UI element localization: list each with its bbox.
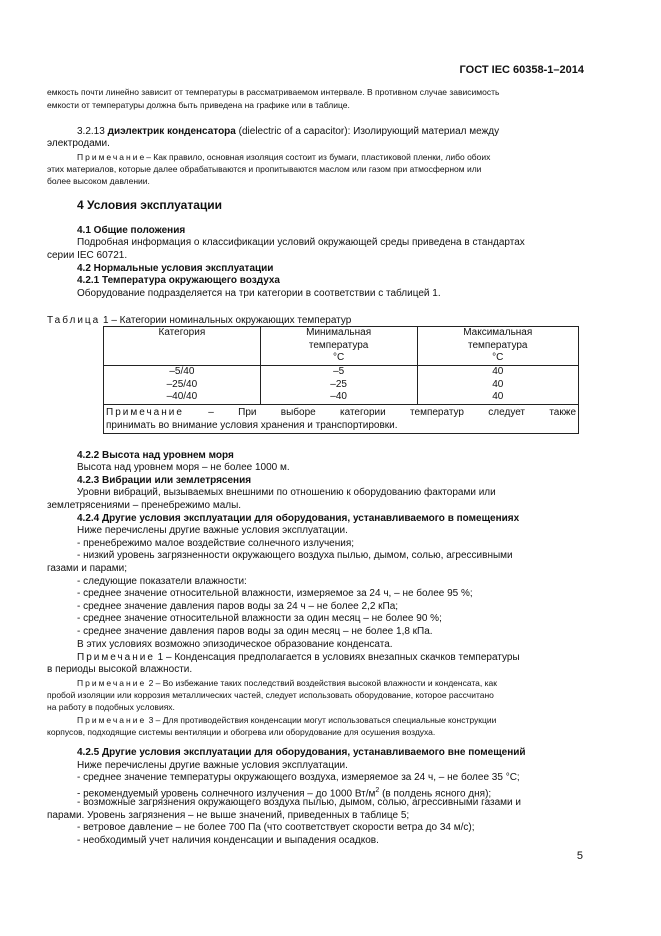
definition-3-2-13 [77,126,499,139]
table-cell: –5 [260,366,417,379]
col-header-category: Категория [104,327,261,366]
def-note-line-3: более высоком давлении. [47,176,150,186]
section-4-2-3-line-2: землетрясениями – пренебрежимо малы. [47,500,242,511]
table-caption-text: 1 – Категории номинальных окружающих температур [103,315,352,326]
intro-line-2: емкости от температуры должна быть приведена на графике или в таблице. [47,100,350,110]
s425-line: - рекомендуемый уровень солнечного излучения – до 1000 $Вт/м^2$ (в полдень ясного дня); [77,787,492,800]
def-text: (dielectric of a capacitor): Изолирующий материал между [238,126,500,137]
document-header: ГОСТ IEC 60358-1–2014 [459,64,584,76]
s425-line: парами. Уровень загрязнения – не выше значений, приведенных в таблице 5; [47,810,410,821]
s424-line: Ниже перечислены другие важные условия эксплуатации. [77,525,348,536]
note-label: Примечание [77,678,147,688]
section-4-2-1-heading: 4.2.1 Температура окружающего воздуха [77,275,280,286]
table-cell: –40/40 [104,391,261,404]
table-label: Таблица [47,315,101,326]
note-label: Примечание [77,152,147,162]
table-cell: 40 [417,379,579,392]
note-label: Примечание [77,652,155,663]
def-term: диэлектрик конденсатора [107,126,236,137]
col-header-max-temp: Максимальная температура °С [417,327,579,366]
section-4-2-2-line: Высота над уровнем моря – не более 1000 м. [77,462,290,473]
s424-line: В этих условиях возможно эпизодическое образование конденсата. [77,639,393,650]
section-4-2-1-line: Оборудование подразделяется на три категории в соответствии с таблицей 1. [77,288,441,299]
table-cell: –25/40 [104,379,261,392]
s424-line: - среднее значение относительной влажности, измеряемое за 24 ч, – не более 95 %; [77,588,473,599]
s424-line: - пренебрежимо малое воздействие солнечного излучения; [77,538,355,549]
table-cell: 40 [417,366,579,379]
s424-note-1-line-1: Примечание 1 – Конденсация предполагается в условиях внезапных скачков температуры [77,652,520,663]
table-1-caption [47,315,351,326]
note-label: Примечание [106,406,184,418]
s425-line: - возможные загрязнения окружающего воздуха пылью, дымом, солью, агрессивными газами и [77,797,521,808]
section-4-2-5-heading: 4.2.5 Другие условия эксплуатации для оборудования, устанавливаемого вне помещений [77,747,526,758]
s424-line: - среднее значение относительной влажности за один месяц – не более 90 %; [77,613,442,624]
def-number: 3.2.13 [77,126,105,137]
section-4-2-heading: 4.2 Нормальные условия эксплуатации [77,263,274,274]
s424-note-2-line-3: на работу в подобных условиях. [47,702,175,712]
section-4-1-line-2: серии IEC 60721. [47,250,128,261]
table-cell: –40 [260,391,417,404]
s424-line: - среднее значение давления паров воды за один месяц – не более 1,8 кПа. [77,626,433,637]
s425-line: - необходимый учет наличия конденсации и выпадения осадков. [77,835,379,846]
table-row [104,366,579,379]
page-number: 5 [576,850,583,862]
s424-line: - низкий уровень загрязненности окружающего воздуха пылью, дымом, солью, агрессивными [77,550,513,561]
definition-3-2-13-cont: электродами. [47,138,110,149]
def-note-line-1 [77,151,490,163]
table-cell: –5/40 [104,366,261,379]
def-note-line-2: этих материалов, которые далее обрабатываются и пропитываются маслом или газом при атмосферном или [47,164,482,174]
s424-line: газами и парами; [47,563,127,574]
table-row [104,391,579,404]
table-note: Примечание – При выборе категории температур следует также принимать во внимание условия хранения и транспортировки. [104,404,579,433]
note-label: Примечание [77,715,147,725]
table-header-row [104,327,579,366]
s424-note-1-line-2: в периоды высокой влажности. [47,664,193,675]
section-4-1-heading: 4.1 Общие положения [77,225,186,236]
s424-note-2-line-2: пробой изоляции или коррозия металлических частей, следует использовать оборудование, которое рассчитано [47,690,494,700]
s424-line: - следующие показатели влажности: [77,576,247,587]
s424-note-2-line-1: Примечание 2 – Во избежание таких последствий воздействия высокой влажности и конденсата, как [77,678,497,688]
s424-note-3-line-1: Примечание 3 – Для противодействия конденсации могут использоваться специальные конструкции [77,715,497,725]
table-row [104,379,579,392]
section-4-2-4-heading: 4.2.4 Другие условия эксплуатации для оборудования, устанавливаемого в помещениях [77,513,520,524]
temperature-categories-table [103,326,579,434]
s425-line: - среднее значение температуры окружающего воздуха, измеряемое за 24 ч, – не более 35 °С; [77,772,520,783]
section-4-1-line-1: Подробная информация о классификации условий окружающей среды приведена в стандартах [77,237,525,248]
s425-line: Ниже перечислены другие важные условия эксплуатации. [77,760,348,771]
col-header-min-temp: Минимальная температура °С [260,327,417,366]
table-cell: 40 [417,391,579,404]
section-4-2-3-heading: 4.2.3 Вибрации или землетрясения [77,475,252,486]
section-4-2-3-line-1: Уровни вибраций, вызываемых внешними по отношению к оборудованию факторами или [77,487,496,498]
s425-line: - ветровое давление – не более 700 Па (что соответствует скорости ветра до 34 м/с); [77,822,475,833]
note-text: – Как правило, основная изоляция состоит из бумаги, пластиковой пленки, либо обоих [146,152,491,162]
intro-line-1: емкость почти линейно зависит от температуры в рассматриваемом интервале. В противном случае зависимость [47,87,500,97]
section-4-2-2-heading: 4.2.2 Высота над уровнем моря [77,450,234,461]
table-cell: –25 [260,379,417,392]
table-note-row [104,404,579,433]
s424-note-3-line-2: корпусов, подходящие системы вентиляции и обогрева или оборудование для осушения воздуха. [47,727,436,737]
section-4-title: 4 Условия эксплуатации [77,198,223,212]
s424-line: - среднее значение давления паров воды за 24 ч – не более 2,2 кПа; [77,601,399,612]
